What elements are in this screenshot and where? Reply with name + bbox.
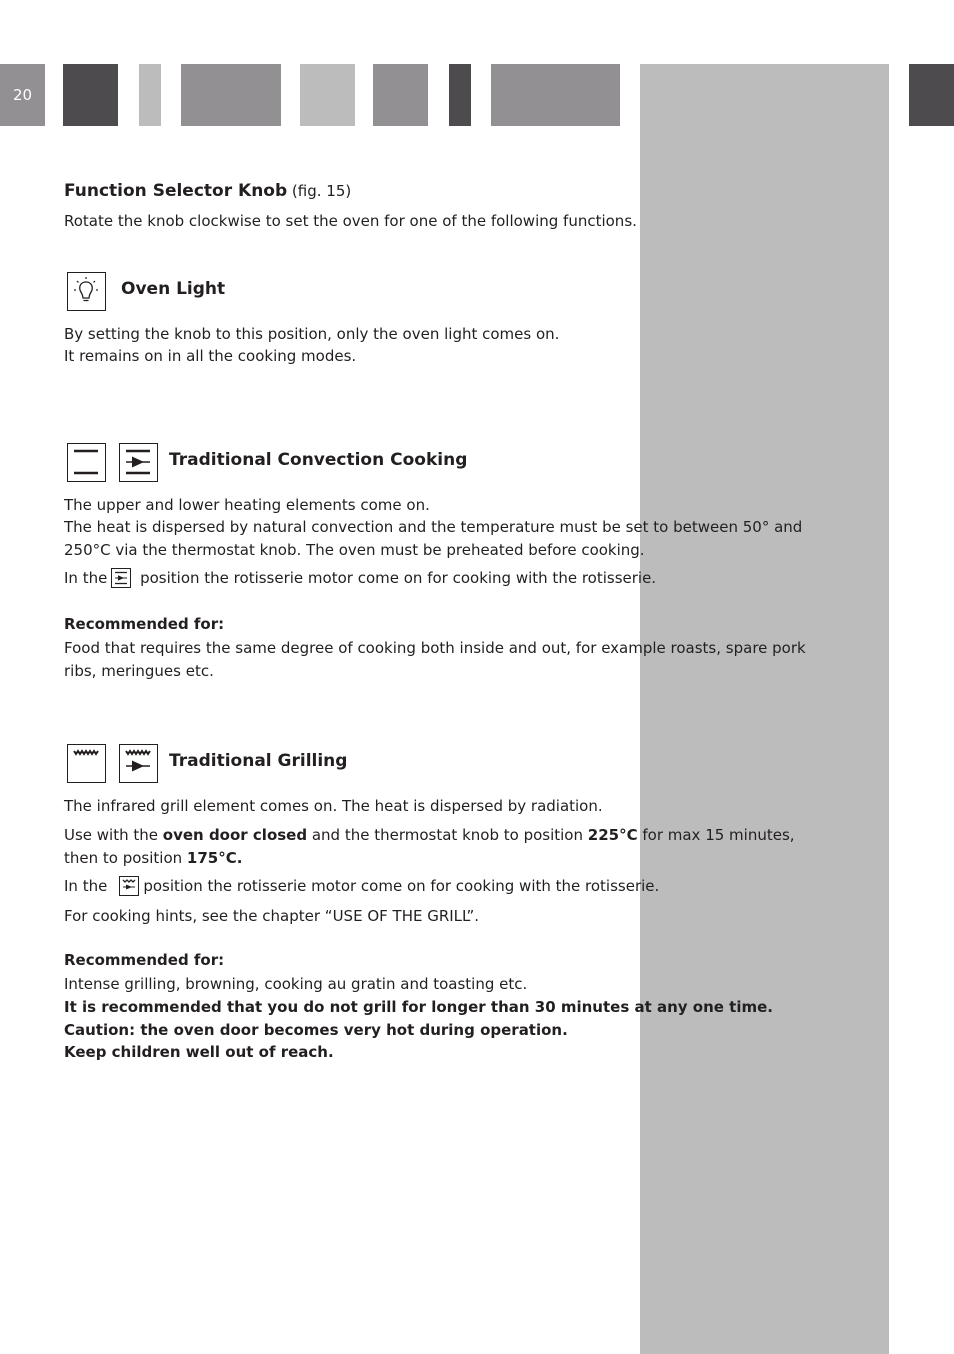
header-block xyxy=(909,64,954,126)
grill-icon xyxy=(67,744,106,783)
grill-rotisserie-icon xyxy=(119,744,158,783)
function-selector-title: Function Selector Knob xyxy=(64,181,288,201)
grill-rotisserie-pre: In the xyxy=(64,877,108,895)
convection-title: Traditional Convection Cooking xyxy=(169,450,468,470)
grey-sidebar xyxy=(640,64,889,1354)
oven-light-title: Oven Light xyxy=(121,279,226,299)
oven-light-text-2: It remains on in all the cooking modes. xyxy=(64,347,357,365)
header-block xyxy=(139,64,161,126)
section-heading xyxy=(64,180,351,203)
grill-warning-2: Caution: the oven door becomes very hot during operation. xyxy=(64,1021,568,1039)
oven-light-text-1: By setting the knob to this position, only the oven light comes on. xyxy=(64,325,560,343)
intro-text: Rotate the knob clockwise to set the oven for one of the following functions. xyxy=(64,212,637,230)
grilling-title: Traditional Grilling xyxy=(169,751,348,771)
top-bottom-heat-rotisserie-icon xyxy=(119,443,158,482)
convection-text-1: The upper and lower heating elements come on. xyxy=(64,496,430,514)
grill-warning-3: Keep children well out of reach. xyxy=(64,1043,334,1061)
grill-rotisserie-line xyxy=(64,875,659,898)
top-bottom-heat-icon xyxy=(67,443,106,482)
grill-text-1: The infrared grill element comes on. The heat is dispersed by radiation. xyxy=(64,797,603,815)
rotisserie-pre: In the xyxy=(64,569,108,587)
grill-text-2c: and the thermostat knob to position xyxy=(307,826,588,844)
convection-rec-label: Recommended for: xyxy=(64,615,225,633)
grill-rec-text: Intense grilling, browning, cooking au gratin and toasting etc. xyxy=(64,975,528,993)
convection-rec-text: Food that requires the same degree of cooking both inside and out, for example roasts, spare pork ribs, meringues etc. xyxy=(64,639,806,680)
grill-hints: For cooking hints, see the chapter “USE OF THE GRILL”. xyxy=(64,907,479,925)
header-block xyxy=(373,64,428,126)
grill-rotisserie-post: position the rotisserie motor come on for cooking with the rotisserie. xyxy=(143,877,660,895)
grill-warning-1: It is recommended that you do not grill for longer than 30 minutes at any one time. xyxy=(64,998,773,1016)
rotisserie-post: position the rotisserie motor come on for cooking with the rotisserie. xyxy=(140,569,657,587)
header-block xyxy=(63,64,118,126)
grill-text-2a: Use with the xyxy=(64,826,163,844)
header-block xyxy=(491,64,620,126)
fig-reference: (fig. 15) xyxy=(287,182,352,200)
page-number: 20 xyxy=(0,64,45,126)
convection-text-2: The heat is dispersed by natural convection and the temperature must be set to between 50° and 250°C via the thermostat knob. The oven must be preheated before cooking. xyxy=(64,518,803,559)
grill-door-closed: oven door closed xyxy=(162,826,308,844)
header-block xyxy=(300,64,355,126)
grill-text-2 xyxy=(64,824,832,869)
header-block xyxy=(449,64,471,126)
grill-rec-label: Recommended for: xyxy=(64,951,225,969)
header-block xyxy=(181,64,281,126)
convection-rotisserie-line xyxy=(64,567,656,590)
grill-temp-175: 175°C. xyxy=(186,848,243,867)
oven-light-icon xyxy=(67,272,106,311)
rotisserie-inline-icon xyxy=(111,568,131,588)
grill-temp-225: 225°C xyxy=(587,826,638,844)
grill-text-2e: for max 15 minutes, then to position xyxy=(64,826,795,867)
grill-rotisserie-inline-icon xyxy=(119,876,139,896)
